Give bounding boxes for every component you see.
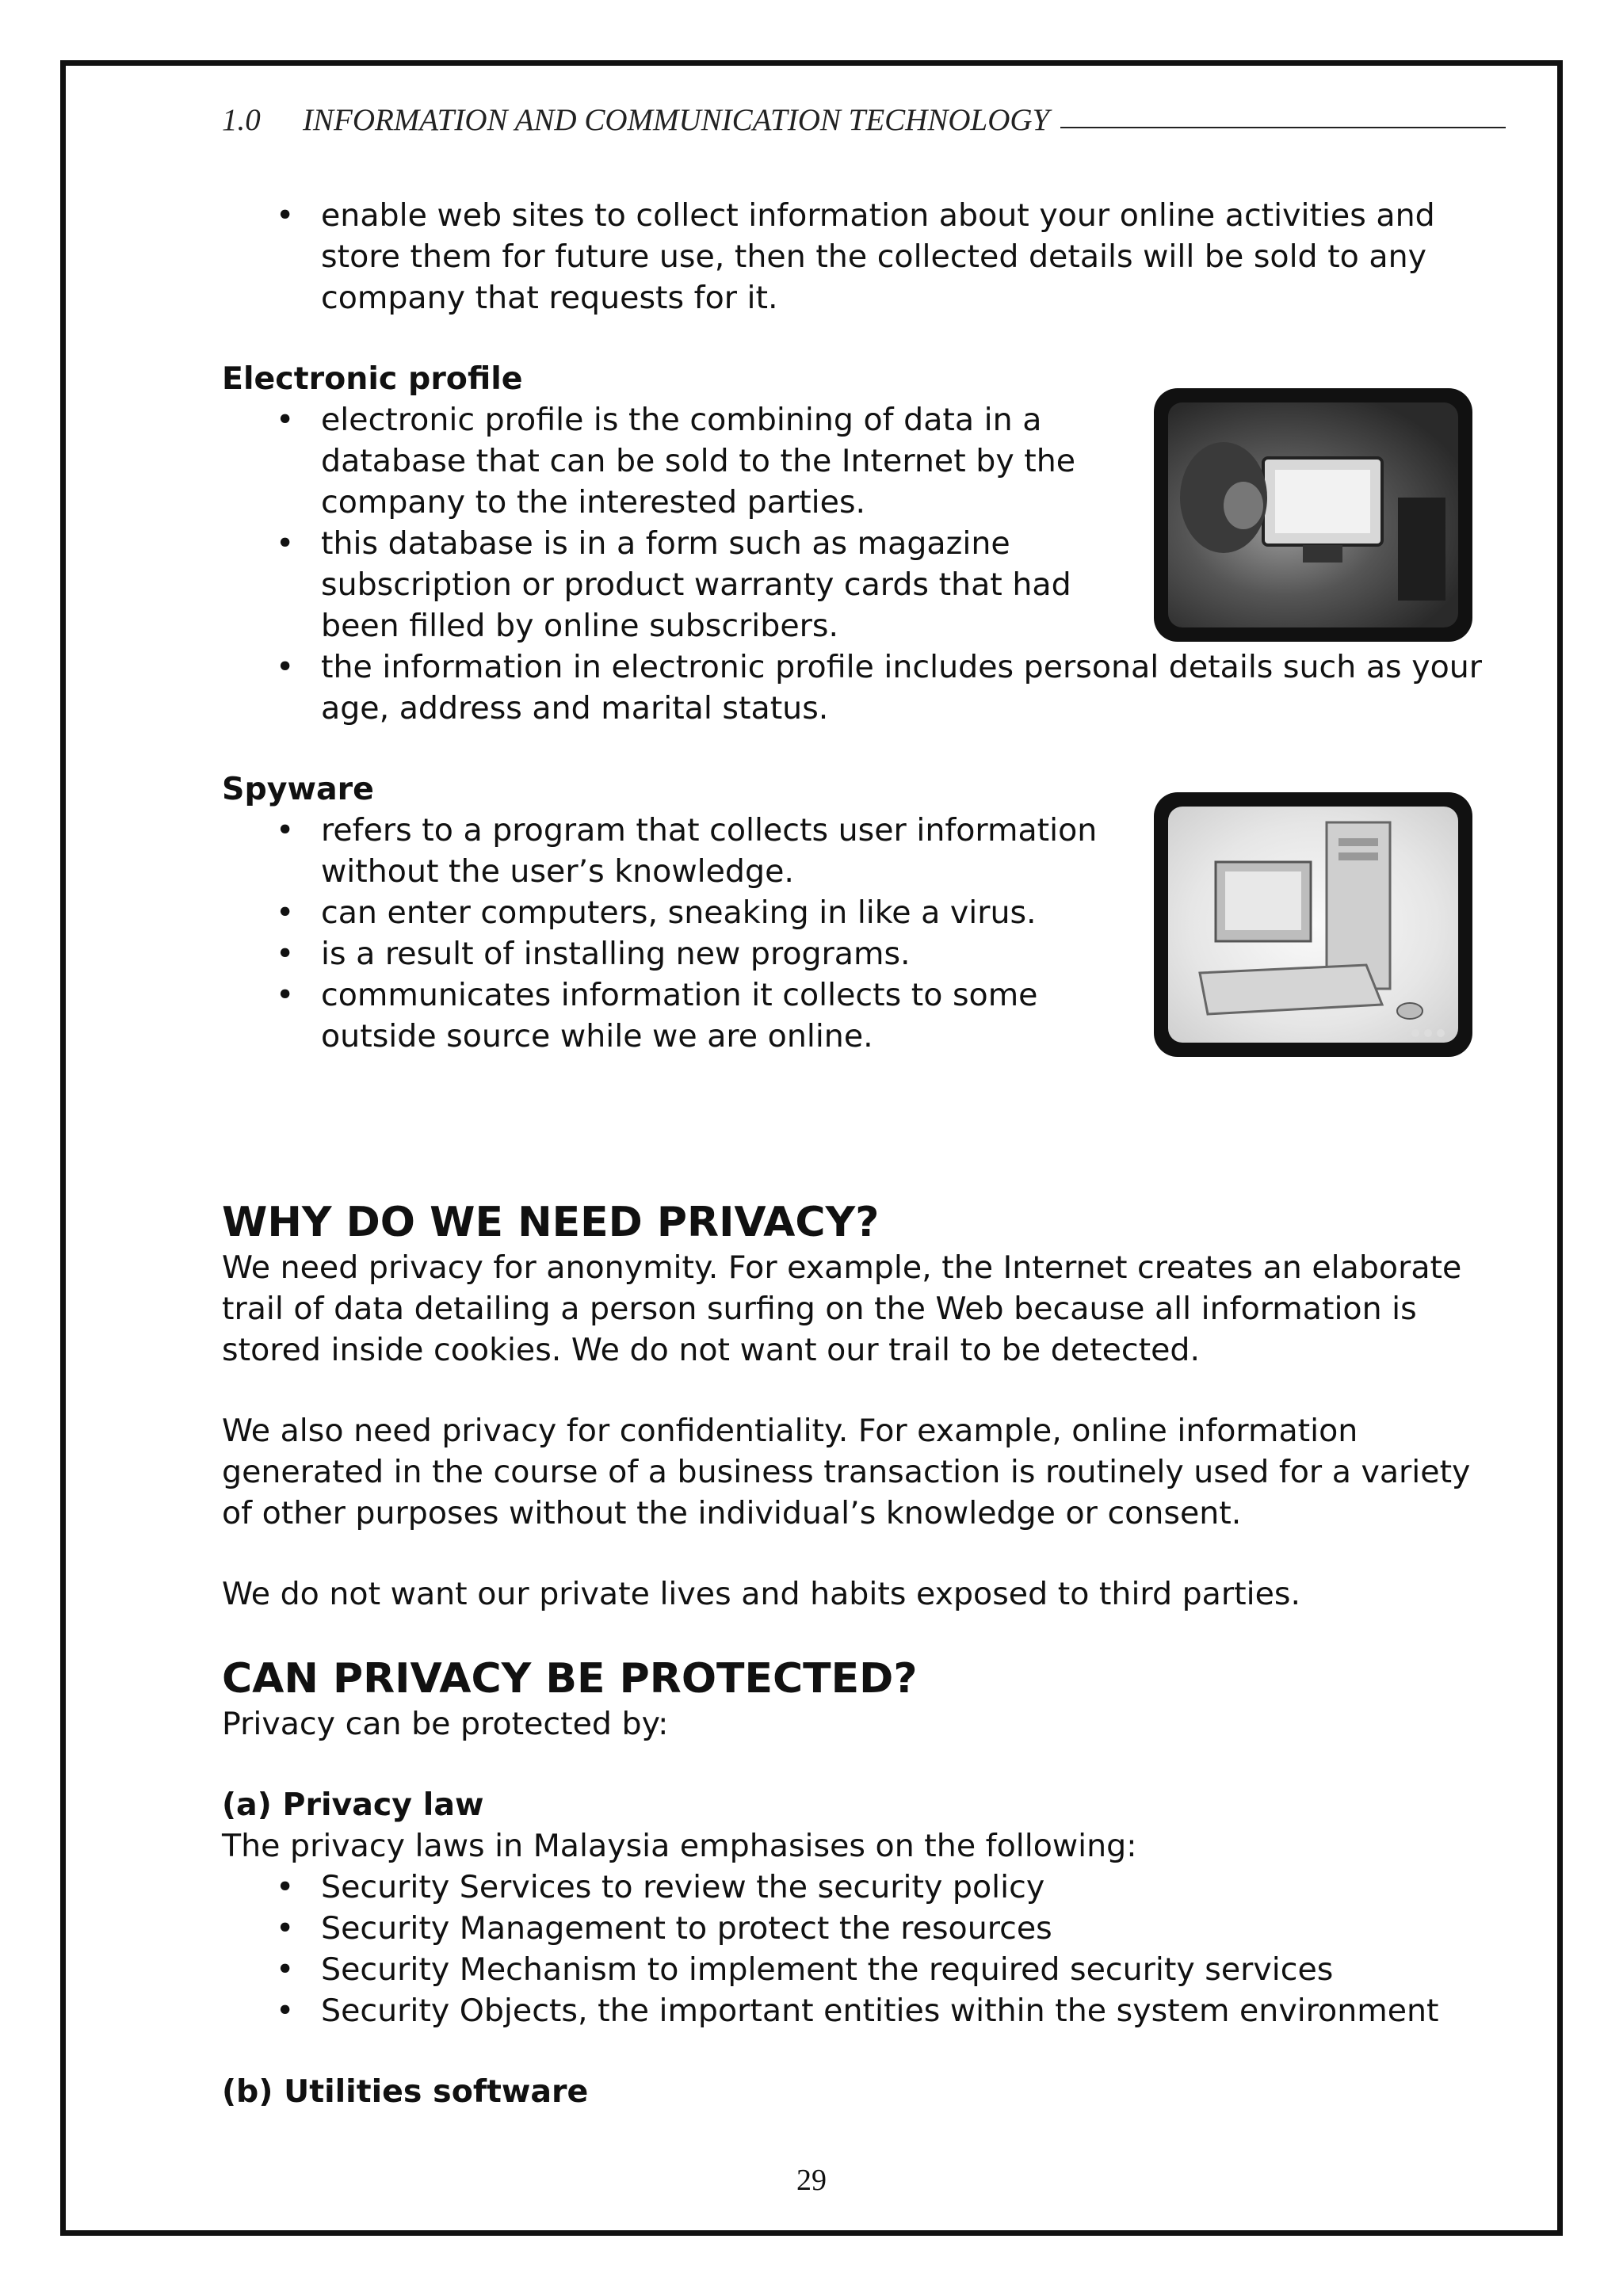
page-content [222, 195, 1506, 2112]
bullet: • [276, 894, 295, 931]
list-item: • Security Services to review the security policy [222, 1867, 1506, 1908]
list-item: • this database is in a form such as magazine subscription or product warranty cards that had been filled by online subscribers. [222, 523, 1133, 646]
why-privacy-heading: WHY DO WE NEED PRIVACY? [222, 1199, 880, 1246]
list-item: • Security Objects, the important entities within the system environment [222, 1990, 1506, 2031]
list-item: • Security Mechanism to implement the required security services [222, 1949, 1506, 1990]
electronic-profile-heading: Electronic profile [222, 360, 523, 397]
bullet: • [276, 812, 295, 849]
bullet: • [276, 649, 295, 685]
bullet: • [276, 936, 295, 972]
list-item: • refers to a program that collects user information without the user’s knowledge. [222, 810, 1133, 892]
privacy-law-intro: The privacy laws in Malaysia emphasises on the following: [222, 1828, 1137, 1864]
bullet: • [276, 977, 295, 1013]
why-privacy-paragraph-2: We also need privacy for confidentiality. For example, online information generated in the course of a business transaction is routinely used for a variety of other purposes without the individual’s knowledge or consent. [222, 1413, 1471, 1531]
header-rule [1060, 127, 1506, 128]
list-item: • enable web sites to collect information about your online activities and store them for future use, then the collected details will be sold to any company that requests for it. [222, 195, 1506, 318]
utilities-software-heading: (b) Utilities software [222, 2073, 589, 2110]
list-item: • Security Management to protect the resources [222, 1908, 1506, 1949]
list-item: • is a result of installing new programs. [222, 933, 1133, 974]
list-item: • communicates information it collects to some outside source while we are online. [222, 974, 1133, 1057]
electronic-profile-list-wide [222, 646, 1506, 729]
privacy-law-list [222, 1867, 1506, 2031]
bullet: • [276, 1910, 295, 1947]
bullet: • [276, 197, 295, 234]
can-privacy-heading: CAN PRIVACY BE PROTECTED? [222, 1655, 918, 1703]
list-item: • can enter computers, sneaking in like a virus. [222, 892, 1133, 933]
why-privacy-paragraph-1: We need privacy for anonymity. For example, the Internet creates an elaborate trail of data detailing a person surfing on the Web because all information is stored inside cookies. We do not want our trail to be detected. [222, 1249, 1462, 1368]
spyware-heading: Spyware [222, 771, 374, 807]
why-privacy-paragraph-3: We do not want our private lives and habits exposed to third parties. [222, 1576, 1301, 1612]
list-item: • the information in electronic profile includes personal details such as your age, address and marital status. [222, 646, 1506, 729]
running-head [222, 100, 1506, 138]
bullet: • [276, 525, 295, 562]
privacy-law-heading: (a) Privacy law [222, 1787, 484, 1823]
bullet: • [276, 1951, 295, 1988]
can-privacy-intro: Privacy can be protected by: [222, 1706, 669, 1742]
chapter-number: 1.0 [222, 103, 261, 137]
spyware-list [222, 810, 1506, 1057]
bullet: • [276, 402, 295, 438]
bullet: • [276, 1993, 295, 2029]
intro-list [222, 195, 1506, 318]
page-number: 29 [796, 2164, 827, 2197]
bullet: • [276, 1869, 295, 1905]
list-item: • electronic profile is the combining of data in a database that can be sold to the Internet by the company to the interested parties. [222, 399, 1133, 523]
chapter-title: INFORMATION AND COMMUNICATION TECHNOLOGY [303, 103, 1050, 137]
electronic-profile-list [222, 399, 1506, 646]
